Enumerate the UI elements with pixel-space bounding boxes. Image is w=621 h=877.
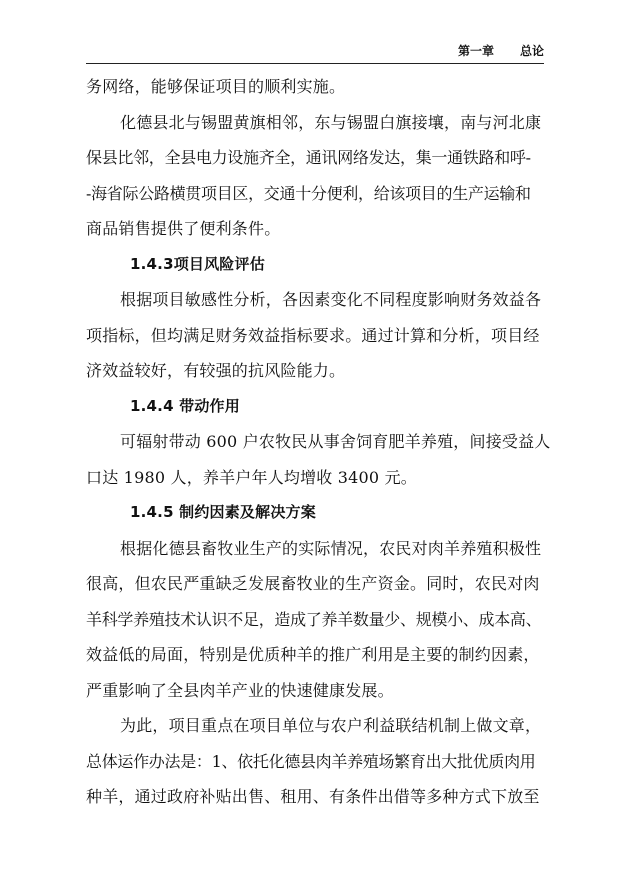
text-line: 济效益较好，有较强的抗风险能力。 (86, 361, 346, 380)
text-line: 严重影响了全县肉羊产业的快速健康发展。 (86, 680, 394, 700)
text-line: 化德县北与锡盟黄旗相邻，东与锡盟白旗接壤，南与河北康 (120, 112, 542, 132)
section-heading: 1.4.5 制约因素及解决方案 (130, 503, 316, 521)
page-header (86, 40, 544, 64)
text-line: 总体运作办法是：1、依托化德县肉羊养殖场繁育出大批优质肉用 (86, 751, 536, 771)
header-title: 总论 (519, 44, 544, 58)
section-heading: 1.4.3项目风险评估 (130, 254, 265, 273)
text-line: 根据项目敏感性分析，各因素变化不同程度影响财务效益各 (120, 290, 542, 309)
text-line: 种羊，通过政府补贴出售、租用、有条件出借等多种方式下放至 (86, 787, 540, 806)
text-line: 项指标，但均满足财务效益指标要求。通过计算和分析，项目经 (86, 325, 540, 345)
text-line: -海省际公路横贯项目区，交通十分便利，给该项目的生产运输和 (86, 183, 531, 203)
text-line: 口达 1980 人，养羊户年人均增收 3400 元。 (86, 467, 417, 487)
text-line: 商品销售提供了便利条件。 (86, 219, 281, 238)
text-line: 羊科学养殖技术认识不足，造成了养羊数量少、规模小、成本高、 (86, 609, 542, 629)
section-heading: 1.4.4 带动作用 (130, 396, 240, 415)
text-line: 保县比邻，全县电力设施齐全，通讯网络发达，集一通铁路和呼- (86, 148, 531, 167)
text-line: 根据化德县畜牧业生产的实际情况，农民对肉羊养殖积极性 (120, 538, 542, 558)
document-body (86, 69, 551, 815)
header-chapter: 第一章 (457, 44, 494, 58)
text-line: 为此，项目重点在项目单位与农户利益联结机制上做文章， (120, 716, 542, 735)
text-line: 可辐射带动 600 户农牧民从事舍饲育肥羊养殖，间接受益人 (120, 432, 551, 451)
text-line: 效益低的局面，特别是优质种羊的推广利用是主要的制约因素， (86, 645, 540, 664)
text-line: 务网络，能够保证项目的顺利实施。 (86, 77, 346, 96)
text-line: 很高，但农民严重缺乏发展畜牧业的生产资金。同时，农民对肉 (86, 574, 540, 593)
